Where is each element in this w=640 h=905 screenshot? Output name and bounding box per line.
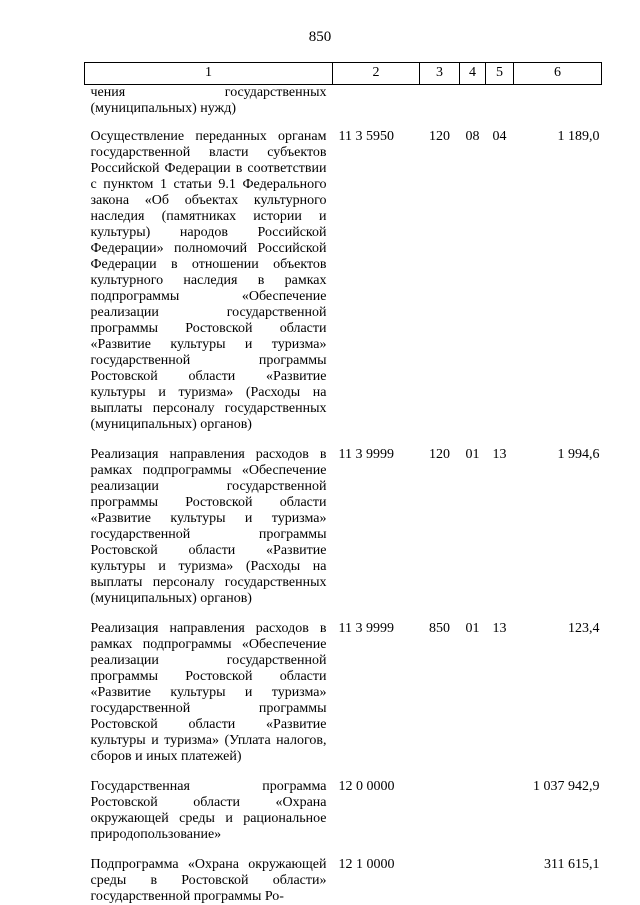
row-vr-cell <box>420 85 460 130</box>
row-sum-cell: 1 994,6 <box>557 447 600 462</box>
row-vr-cell: 120 <box>429 447 450 462</box>
row-name-cell: чения государственных (муниципальных) нужд) <box>90 85 327 116</box>
row-pr-cell <box>486 857 514 905</box>
table-row <box>85 85 602 130</box>
row-sum-cell: 1 189,0 <box>557 129 600 144</box>
table-row <box>85 129 602 447</box>
table-header-row <box>85 63 602 85</box>
row-name-cell: Государственная программа Ростовской области «Охрана окружающей среды и рациональное природопользование» <box>90 779 327 842</box>
page-number: 850 <box>308 29 332 45</box>
row-vr-cell <box>420 857 460 905</box>
row-rz-cell: 01 <box>465 621 480 636</box>
row-name-cell: Реализация направления расходов в рамках подпрограммы «Обеспечение реализации государственной программы Ростовской области «Развитие культуры и туризма» государственной программы Ростовской области «Развитие культуры и туризма» (Уплата налогов, сборов и иных платежей) <box>90 621 327 764</box>
row-vr-cell <box>420 779 460 857</box>
column-header-vr: 3 <box>420 63 460 85</box>
row-code-cell: 12 0 0000 <box>338 779 395 794</box>
row-sum-cell: 123,4 <box>568 621 600 636</box>
row-name-cell: Осуществление переданных органам государственной власти субъектов Российской Федерации в соответствии с пунктом 1 статьи 9.1 Федерального закона «Об объектах культурного наследия (памятниках истории и культуры) народов Российской Федерации» полномочий Российской Федерации в отношении объектов культурного наследия в рамках подпрограммы «Обеспечение реализации государственной программы Ростовской области «Развитие культуры и туризма» государственной программы Ростовской области «Развитие культуры и туризма» (Расходы на выплаты персоналу государственных (муниципальных) органов) <box>90 129 327 432</box>
table-row <box>85 779 602 857</box>
column-header-name: 1 <box>85 63 333 85</box>
column-header-sum: 6 <box>514 63 602 85</box>
row-rz-cell: 08 <box>465 129 480 144</box>
table-row <box>85 447 602 621</box>
budget-table <box>84 62 602 905</box>
column-header-code: 2 <box>333 63 420 85</box>
row-sum-cell: 1 037 942,9 <box>533 779 600 794</box>
row-vr-cell: 120 <box>429 129 450 144</box>
row-pr-cell: 13 <box>492 621 507 636</box>
row-sum-cell <box>514 85 602 130</box>
row-pr-cell <box>486 779 514 857</box>
row-code-cell <box>333 85 420 130</box>
row-code-cell: 11 3 9999 <box>338 447 394 462</box>
row-name-cell: Подпрограмма «Охрана окружающей среды в Ростовской области» государственной программы Ро- <box>90 857 327 904</box>
row-code-cell: 11 3 9999 <box>338 621 394 636</box>
column-header-rz: 4 <box>460 63 486 85</box>
row-code-cell: 11 3 5950 <box>338 129 394 144</box>
row-pr-cell <box>486 85 514 130</box>
row-code-cell: 12 1 0000 <box>338 857 395 872</box>
row-vr-cell: 850 <box>429 621 450 636</box>
row-rz-cell: 01 <box>465 447 480 462</box>
row-rz-cell <box>460 857 486 905</box>
table-row <box>85 621 602 779</box>
row-pr-cell: 13 <box>492 447 507 462</box>
row-name-cell: Реализация направления расходов в рамках подпрограммы «Обеспечение реализации государственной программы Ростовской области «Развитие культуры и туризма» государственной программы Ростовской области «Развитие культуры и туризма» (Расходы на выплаты персоналу государственных (муниципальных) органов) <box>90 447 327 606</box>
column-header-pr: 5 <box>486 63 514 85</box>
row-rz-cell <box>460 779 486 857</box>
row-rz-cell <box>460 85 486 130</box>
row-pr-cell: 04 <box>492 129 507 144</box>
table-row <box>85 857 602 905</box>
row-sum-cell: 311 615,1 <box>544 857 600 872</box>
